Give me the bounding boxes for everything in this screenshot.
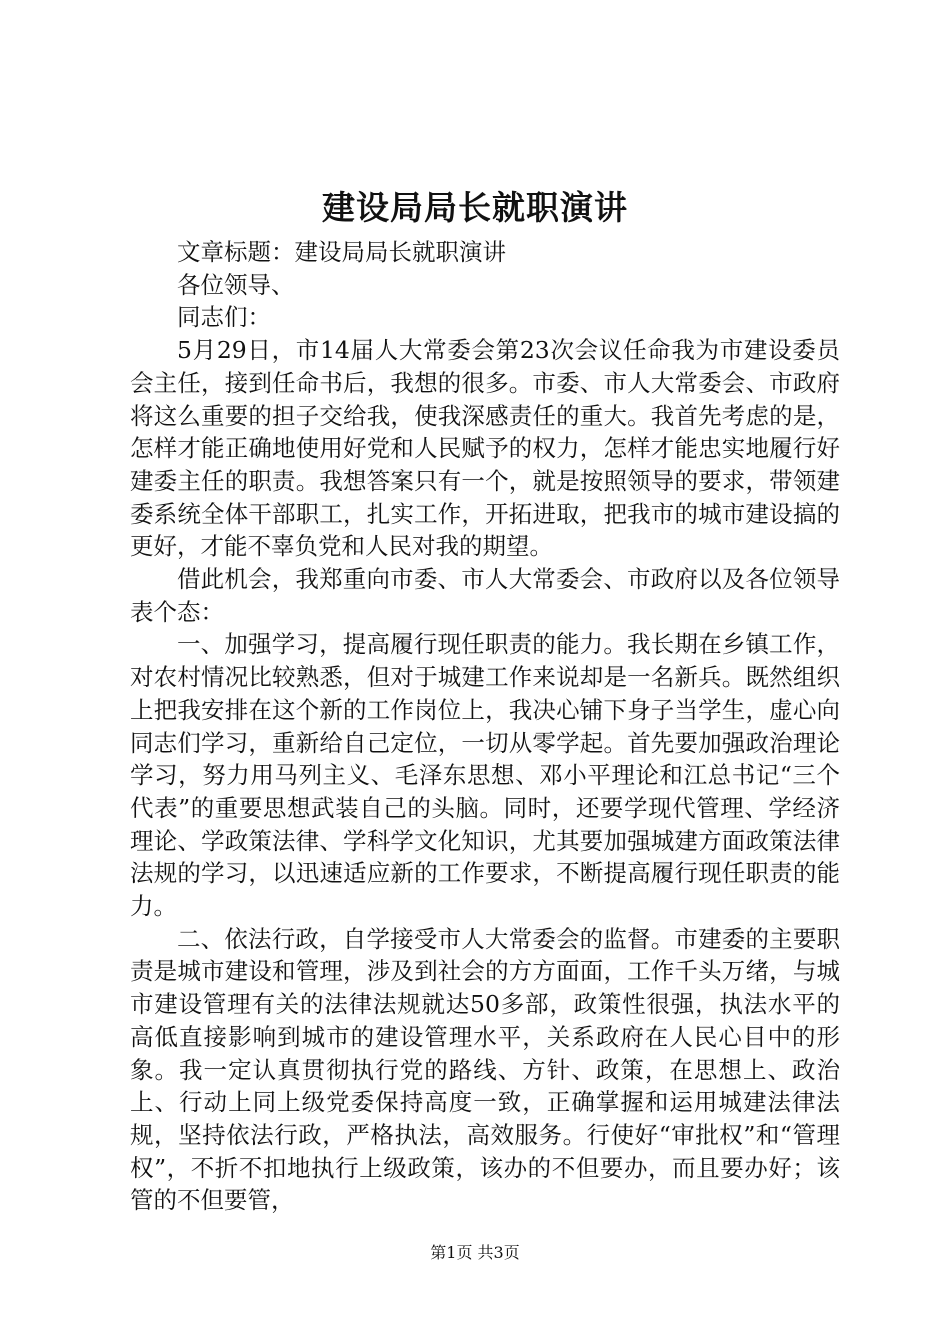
page-footer: 第1页 共3页	[430, 1243, 520, 1262]
document-title: 建设局局长就职演讲	[322, 188, 628, 227]
salutation-leaders: 各位领导、	[177, 270, 295, 299]
paragraph-appointment: 5月29日，市14届人大常委会第23次会议任命我为市建设委员会主任，接到任命书后，我想的很多。市委、市人大常委会、市政府将这么重要的担子交给我，使我深感责任的重大。我首先考虑的是，怎样才能正确地使用好党和人民赋予的权力，怎样才能忠实地履行好建委主任的职责。我想答案只有一个，就是按照领导的要求，带领建委系统全体干部职工，扎实工作，开拓进取，把我市的城市建设搞的更好，才能不辜负党和人民对我的期望。	[130, 336, 840, 561]
paragraph-point-two: 二、依法行政，自学接受市人大常委会的监督。市建委的主要职责是城市建设和管理，涉及到社会的方方面面，工作千头万绪，与城市建设管理有关的法律法规就达50多部，政策性很强，执法水平的高低直接影响到城市的建设管理水平，关系政府在人民心目中的形象。我一定认真贯彻执行党的路线、方针、政策，在思想上、政治上、行动上同上级党委保持高度一致，正确掌握和运用城建法律法规，坚持依法行政，严格执法，高效服务。行使好“审批权”和“管理权”，不折不扣地执行上级政策，该办的不但要办，而且要办好；该管的不但要管，	[130, 924, 840, 1215]
article-title-line: 文章标题：建设局局长就职演讲	[177, 238, 506, 266]
paragraph-point-one: 一、加强学习，提高履行现任职责的能力。我长期在乡镇工作，对农村情况比较熟悉，但对于城建工作来说却是一名新兵。既然组织上把我安排在这个新的工作岗位上，我决心铺下身子当学生，虚心向同志们学习，重新给自己定位，一切从零学起。首先要加强政治理论学习，努力用马列主义、毛泽东思想、邓小平理论和江总书记“三个代表”的重要思想武装自己的头脑。同时，还要学现代管理、学经济理论、学政策法律、学科学文化知识，尤其要加强城建方面政策法律法规的学习，以迅速适应新的工作要求，不断提高履行现任职责的能力。	[130, 630, 840, 921]
paragraph-statement-intro: 借此机会，我郑重向市委、市人大常委会、市政府以及各位领导表个态：	[130, 565, 840, 626]
salutation-comrades: 同志们：	[177, 303, 271, 332]
document-body	[130, 236, 840, 1217]
